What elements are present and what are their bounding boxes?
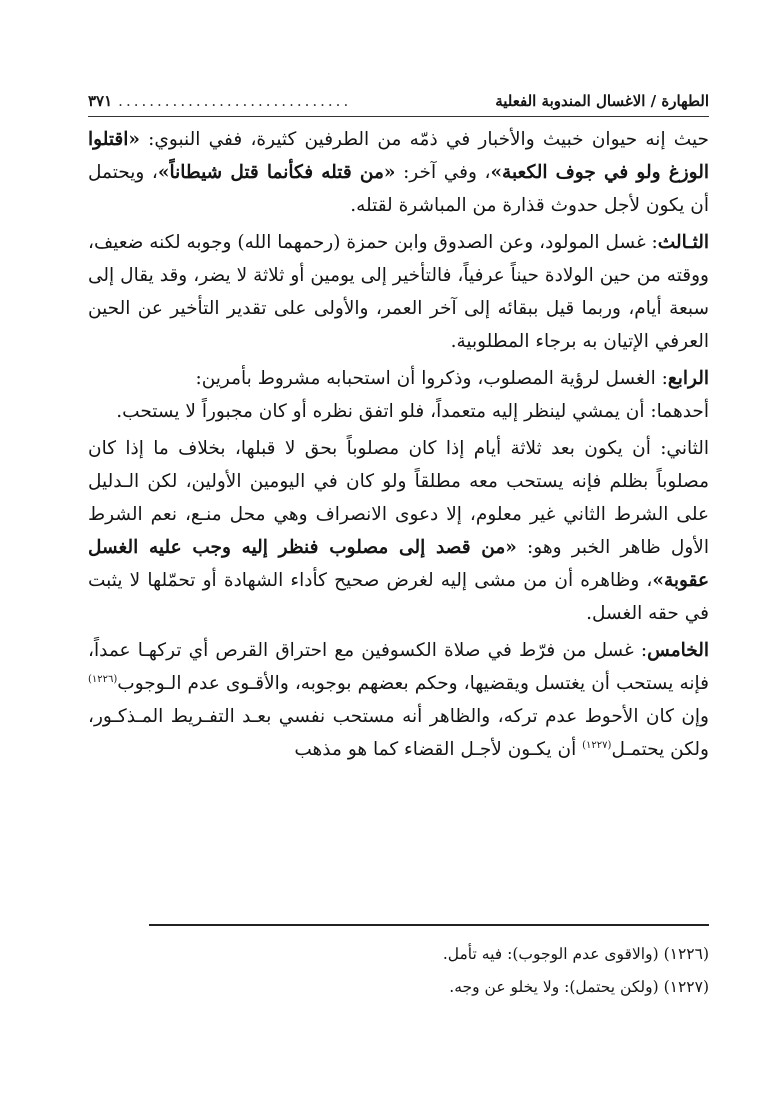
body-text (88, 123, 709, 766)
paragraph-5-text-a: الثاني: أن يكون بعد ثلاثة أيام إذا كان مصلوباً بحق لا قبلها، بخلاف ما إذا كان مصلوباً بظلم فإنه يستحب معه مطلقاً ولو كان في اليومين الأولين، لكن الـدليل على الشرط الثاني غير معلوم، إلا دعوى الانصراف وهي محل منـع، نعم الشرط الأول ظاهر الخبر وهو: (88, 438, 709, 558)
footnote-1226: (١٢٢٦) (والاقوى عدم الوجوب): فيه تأمل. (442, 945, 709, 963)
paragraph-2-text: : غسل المولود، وعن الصدوق وابن حمزة (رحمهما الله) وجوبه لكنه ضعيف، ووقته من حين الولادة حيناً عرفياً، فالتأخير إلى يومين أو ثلاثة لا يضر، وقد يقال إلى سبعة أيام، وربما قيل ببقائه إلى آخر العمر، والأولى على تقدير التأخير عن الحين العرفي الإتيان به برجاء المطلوبية. (88, 232, 709, 352)
hadith-quote-3: «من قصد إلى مصلوب فنظر إليه وجب عليه الغسل عقوبة» (88, 537, 709, 591)
paragraph-3 (88, 362, 709, 395)
running-header (88, 86, 709, 117)
hadith-quote-1: «اقتلوا الوزغ ولو في جوف الكعبة» (88, 129, 710, 183)
section-label-fourth: الرابع (667, 368, 709, 389)
paragraph-6-text-b: وإن كان الأحوط عدم تركه، والظاهر أنه مستحب نفسي بعـد التفـريط المـذكـور، ولكن يحتمـل (88, 706, 709, 760)
paragraph-6-text-a: : غسل من فرّط في صلاة الكسوفين مع احتراق القرص أي تركهـا عمداً، فإنه يستحب أن يغتسل ويقضيها، وحكم بعضهم بوجوبه، والأقـوى عدم الـوجوب (88, 640, 709, 694)
paragraph-1-text-e: ، ويحتمل أن يكون لأجل حدوث قذارة من المباشرة لقتله. (88, 162, 709, 216)
header-title: الطهارة / الاغسال المندوبة الفعلية (495, 92, 709, 110)
document-page (88, 86, 709, 1016)
header-leader-dots: .............................. (118, 92, 352, 110)
paragraph-5-text-c: ، وظاهره أن من مشى إليه لغرض صحيح كأداء الشهادة أو تحمّلها لا يثبت في حقه الغسل. (88, 570, 709, 624)
paragraph-5 (88, 432, 709, 630)
footnotes (88, 938, 709, 1004)
paragraph-3-text: : الغسل لرؤية المصلوب، وذكروا أن استحبابه مشروط بأمرين: (195, 368, 668, 389)
paragraph-2 (88, 226, 709, 358)
section-label-third: الثـالث (657, 232, 709, 253)
page-number: ٣٧١ (88, 92, 113, 110)
paragraph-4 (88, 395, 709, 428)
footnote-ref-1227[interactable]: (١٢٢٧) (582, 739, 612, 751)
footnote-1227: (١٢٢٧) (ولكن يحتمل): ولا يخلو عن وجه. (449, 978, 709, 996)
paragraph-1-text-a: حيث إنه حيوان خبيث والأخبار في ذمّه من الطرفين كثيرة، ففي النبوي: (139, 129, 709, 150)
paragraph-4-text: أحدهما: أن يمشي لينظر إليه متعمداً، فلو اتفق نظره أو كان مجبوراً لا يستحب. (116, 401, 709, 422)
hadith-quote-2: «من قتله فكأنما قتل شيطاناً» (157, 162, 396, 183)
footnote-ref-1226[interactable]: (١٢٢٦) (88, 673, 118, 685)
footnote-divider (149, 924, 709, 926)
paragraph-1-text-c: ، وفي آخر: (395, 162, 491, 183)
paragraph-6-text-c: أن يكـون لأجـل القضاء كما هو مذهب (294, 739, 583, 760)
paragraph-6 (88, 634, 709, 766)
section-label-fifth: الخامس (647, 640, 709, 661)
paragraph-1 (88, 123, 709, 222)
